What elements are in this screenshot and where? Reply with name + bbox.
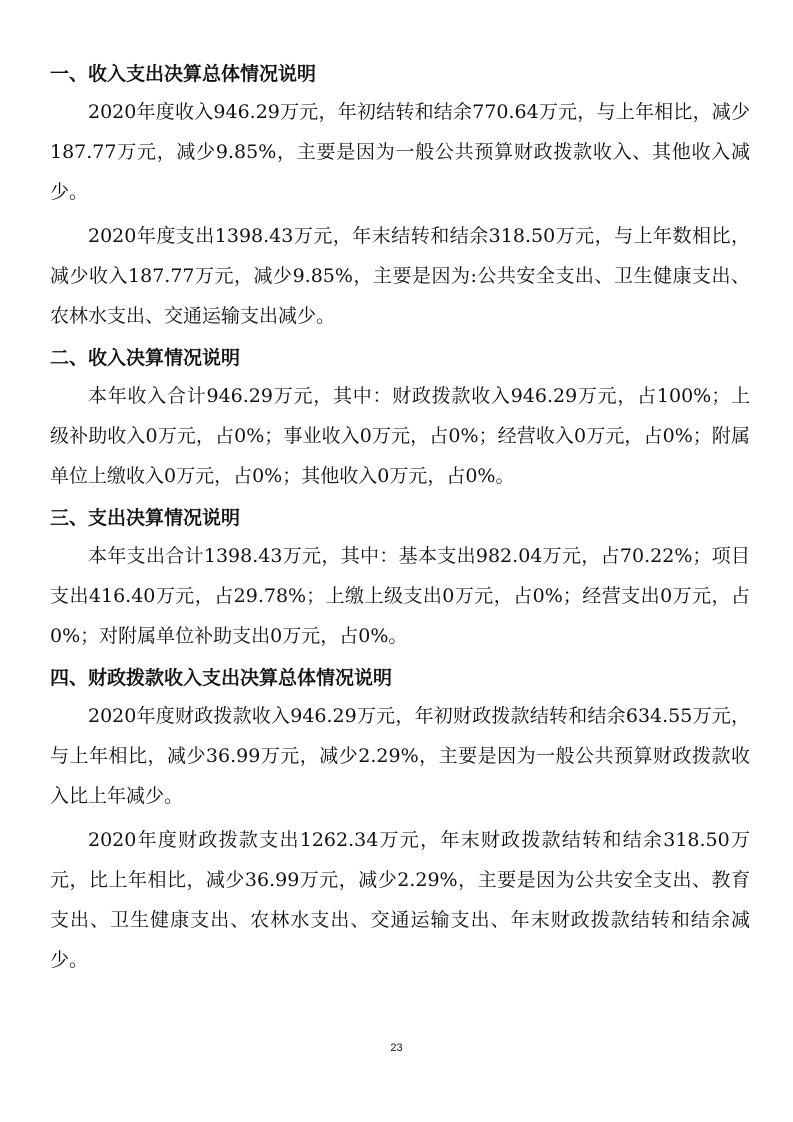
paragraph: 2020年度财政拨款收入946.29万元，年初财政拨款结转和结余634.55万元，与上年相比，减少36.99万元，减少2.29%，主要是因为一般公共预算财政拨款收入比上年减少。 <box>50 705 750 807</box>
section-fiscal-appropriation-overview <box>50 660 750 980</box>
section-income-details <box>50 340 750 496</box>
paragraph: 2020年度财政拨款支出1262.34万元，年末财政拨款结转和结余318.50万元，比上年相比，减少36.99万元，减少2.29%，主要是因为公共安全支出、教育支出、卫生健康支出、农林水支出、交通运输支出、年末财政拨款结转和结余减少。 <box>50 829 750 971</box>
section-heading: 一、收入支出决算总体情况说明 <box>50 63 317 85</box>
section-income-expenditure-overview <box>50 56 750 336</box>
page-number: 23 <box>390 1042 403 1054</box>
section-heading: 四、财政拨款收入支出决算总体情况说明 <box>50 667 393 689</box>
document-body <box>50 56 750 984</box>
paragraph: 本年支出合计1398.43万元，其中：基本支出982.04万元，占70.22%；项目支出416.40万元，占29.78%；上缴上级支出0万元，占0%；经营支出0万元，占0%；对附属单位补助支出0万元，占0%。 <box>50 545 750 647</box>
paragraph: 本年收入合计946.29万元，其中：财政拨款收入946.29万元，占100%；上级补助收入0万元，占0%；事业收入0万元，占0%；经营收入0万元，占0%；附属单位上缴收入0万元，占0%；其他收入0万元，占0%。 <box>50 385 750 487</box>
paragraph: 2020年度支出1398.43万元，年末结转和结余318.50万元，与上年数相比，减少收入187.77万元，减少9.85%，主要是因为:公共安全支出、卫生健康支出、农林水支出、交通运输支出减少。 <box>50 225 750 327</box>
section-heading: 三、支出决算情况说明 <box>50 507 241 529</box>
paragraph: 2020年度收入946.29万元，年初结转和结余770.64万元，与上年相比，减少187.77万元，减少9.85%，主要是因为一般公共预算财政拨款收入、其他收入减少。 <box>50 101 750 203</box>
section-heading: 二、收入决算情况说明 <box>50 347 241 369</box>
section-expenditure-details <box>50 500 750 656</box>
